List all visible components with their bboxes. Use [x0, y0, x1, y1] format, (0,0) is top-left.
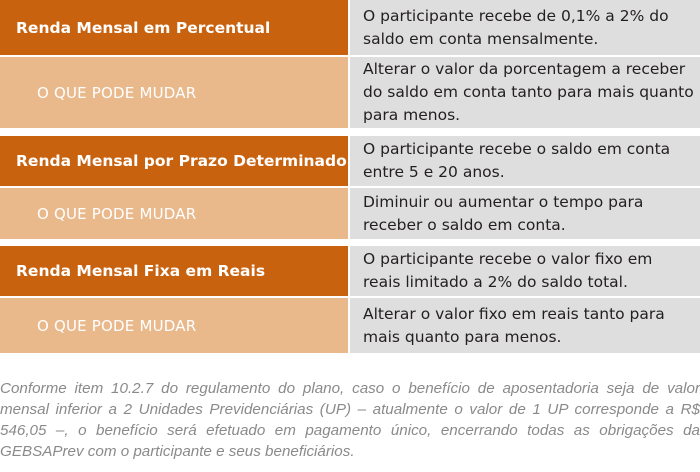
row-description: O participante recebe o valor fixo em reais limitado a 2% do saldo total. [350, 246, 700, 296]
row-title: Renda Mensal em Percentual [0, 0, 348, 55]
change-text: Alterar o valor da porcentagem a receber do saldo em conta tanto para mais quanto para menos. [350, 57, 700, 128]
change-text: Diminuir ou aumentar o tempo para receber o saldo em conta. [350, 188, 700, 239]
change-label: O QUE PODE MUDAR [0, 298, 348, 353]
row-title: Renda Mensal por Prazo Determinado [0, 136, 348, 186]
footnote: Conforme item 10.2.7 do regulamento do plano, caso o benefício de aposentadoria seja de valor mensal inferior a 2 Unidades Previdenciárias (UP) – atualmente o valor de 1 UP corresponde a R$ 546,05 –, o benefício será efetuado em pagamento único, encerrando todas as obrigações da GEBSAPrev com o participante e seus beneficiários. [0, 380, 700, 460]
table-row-fixa-change [0, 298, 700, 353]
change-label: O QUE PODE MUDAR [0, 188, 348, 239]
row-description: O participante recebe o saldo em conta entre 5 e 20 anos. [350, 136, 700, 186]
row-description: O participante recebe de 0,1% a 2% do saldo em conta mensalmente. [350, 0, 700, 55]
change-label: O QUE PODE MUDAR [0, 57, 348, 128]
row-title: Renda Mensal Fixa em Reais [0, 246, 348, 296]
table-row-prazo-header [0, 136, 700, 186]
table-row-fixa-header [0, 246, 700, 296]
table-row-percentual-change [0, 57, 700, 128]
table-row-prazo-change [0, 188, 700, 239]
table-row-percentual-header [0, 0, 700, 55]
change-text: Alterar o valor fixo em reais tanto para mais quanto para menos. [350, 298, 700, 353]
